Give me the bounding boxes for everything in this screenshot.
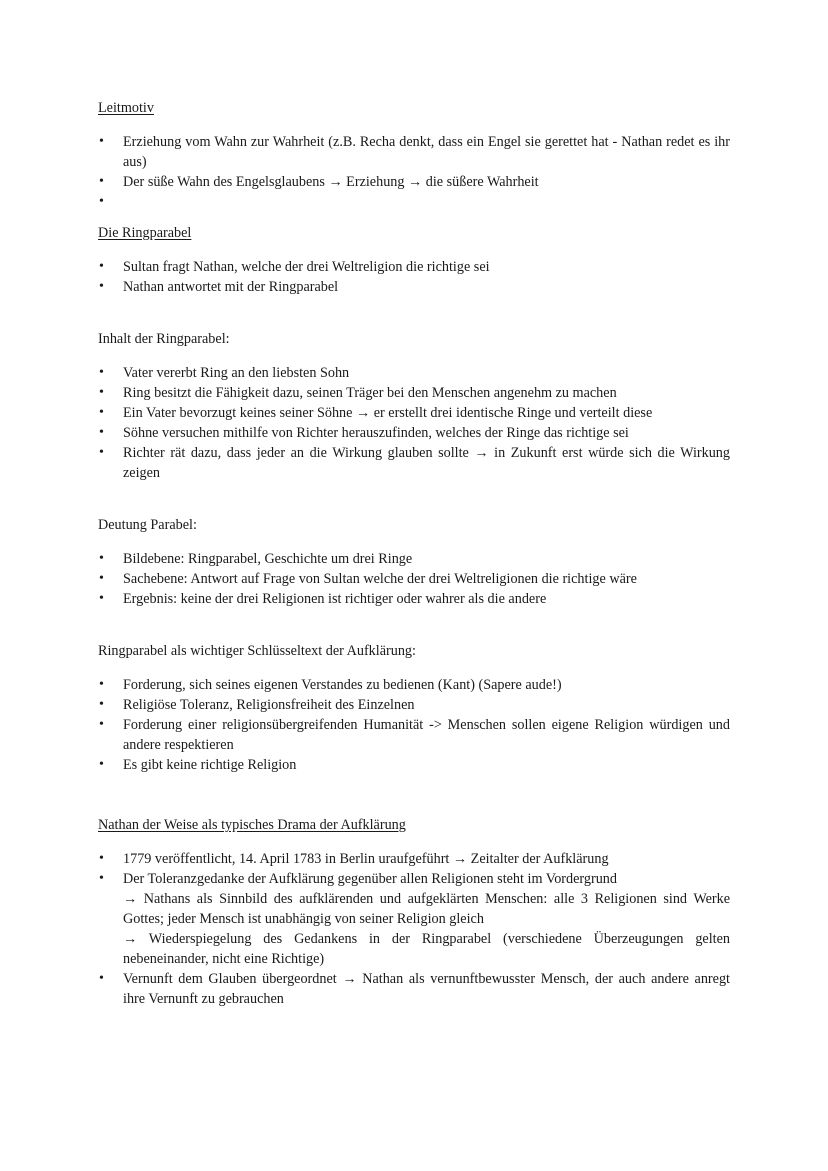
- bullet-icon: •: [99, 385, 104, 400]
- bullet-icon: •: [99, 591, 104, 606]
- list-item: • Forderung, sich seines eigenen Verstandes zu bedienen (Kant) (Sapere aude!): [99, 677, 562, 693]
- heading-drama: Nathan der Weise als typisches Drama der Aufklärung: [98, 817, 406, 833]
- bullet-icon: •: [99, 279, 104, 294]
- list-item: • Sultan fragt Nathan, welche der drei Weltreligion die richtige sei: [99, 259, 490, 275]
- bullet-icon: •: [99, 425, 104, 440]
- list-item: • Religiöse Toleranz, Religionsfreiheit des Einzelnen: [99, 697, 415, 713]
- list-item: • Ring besitzt die Fähigkeit dazu, seinen Träger bei den Menschen angenehm zu machen: [99, 385, 617, 401]
- bullet-icon: •: [99, 259, 104, 274]
- heading-inhalt: Inhalt der Ringparabel:: [98, 331, 230, 347]
- list-item: • Ergebnis: keine der drei Religionen ist richtiger oder wahrer als die andere: [99, 591, 547, 607]
- heading-ringparabel: Die Ringparabel: [98, 225, 192, 241]
- bullet-icon: •: [99, 405, 104, 420]
- list-item: • Nathan antwortet mit der Ringparabel: [99, 279, 339, 295]
- list-schluesseltext: [98, 675, 730, 775]
- list-item: • Der Toleranzgedanke der Aufklärung gegenüber allen Religionen steht im Vordergrund → Nathans als Sinnbild des aufklärenden und aufgeklärten Menschen: alle 3 Religionen sind Werke Gottes; jeder Mensch ist unabhängig von seiner Religion gleich → Wiederspiegelung des Gedankens in der Ringparabel (verschiedene Überzeugungen gelten nebeneinander, nicht eine Richtige): [99, 871, 730, 967]
- bullet-icon: •: [99, 571, 104, 586]
- bullet-icon: •: [99, 871, 104, 886]
- bullet-icon: •: [99, 134, 104, 149]
- bullet-icon: •: [99, 697, 104, 712]
- heading-leitmotiv: Leitmotiv: [98, 100, 154, 116]
- document-body: [98, 98, 730, 1009]
- list-leitmotiv: [98, 132, 730, 212]
- list-item: • Forderung einer religionsübergreifenden Humanität -> Menschen sollen eigene Religion würdigen und andere respektieren: [99, 717, 730, 753]
- list-item: • Vernunft dem Glauben übergeordnet → Nathan als vernunftbewusster Mensch, der auch andere anregt ihre Vernunft zu gebrauchen: [99, 971, 730, 1007]
- list-deutung: [98, 549, 730, 609]
- list-item: • Erziehung vom Wahn zur Wahrheit (z.B. Recha denkt, dass ein Engel sie gerettet hat - Nathan redet es ihr aus): [99, 134, 730, 170]
- list-drama: [98, 849, 730, 1009]
- list-item: • 1779 veröffentlicht, 14. April 1783 in Berlin uraufgeführt → Zeitalter der Aufklärung: [99, 851, 609, 867]
- list-item: • Bildebene: Ringparabel, Geschichte um drei Ringe: [99, 551, 413, 567]
- bullet-icon: •: [99, 677, 104, 692]
- list-inhalt: [98, 363, 730, 483]
- list-ringparabel: [98, 257, 730, 297]
- sub-paragraph: → Wiederspiegelung des Gedankens in der Ringparabel (verschiedene Überzeugungen gelten nebeneinander, nicht eine Richtige): [123, 931, 730, 967]
- bullet-icon: •: [99, 365, 104, 380]
- bullet-icon: •: [99, 971, 104, 986]
- bullet-icon: •: [99, 174, 104, 189]
- list-item: • Ein Vater bevorzugt keines seiner Söhne → er erstellt drei identische Ringe und verteilt diese: [99, 405, 653, 421]
- bullet-icon: •: [99, 194, 104, 209]
- list-item: • Es gibt keine richtige Religion: [99, 757, 297, 773]
- sub-paragraph: → Nathans als Sinnbild des aufklärenden und aufgeklärten Menschen: alle 3 Religionen sind Werke Gottes; jeder Mensch ist unabhängig von seiner Religion gleich: [123, 891, 730, 927]
- bullet-icon: •: [99, 551, 104, 566]
- bullet-icon: •: [99, 851, 104, 866]
- heading-deutung: Deutung Parabel:: [98, 517, 197, 533]
- list-item: • Richter rät dazu, dass jeder an die Wirkung glauben sollte → in Zukunft erst würde sich die Wirkung zeigen: [99, 445, 730, 481]
- bullet-icon: •: [99, 717, 104, 732]
- list-item: • Sachebene: Antwort auf Frage von Sultan welche der drei Weltreligionen die richtige wäre: [99, 571, 637, 587]
- heading-schluesseltext: Ringparabel als wichtiger Schlüsseltext der Aufklärung:: [98, 643, 416, 659]
- list-item: [98, 192, 730, 212]
- list-item: • Der süße Wahn des Engelsglaubens → Erziehung → die süßere Wahrheit: [99, 174, 539, 190]
- list-item: • Vater vererbt Ring an den liebsten Sohn: [99, 365, 350, 381]
- bullet-icon: •: [99, 757, 104, 772]
- bullet-icon: •: [99, 445, 104, 460]
- list-item: • Söhne versuchen mithilfe von Richter herauszufinden, welches der Ringe das richtige sei: [99, 425, 629, 441]
